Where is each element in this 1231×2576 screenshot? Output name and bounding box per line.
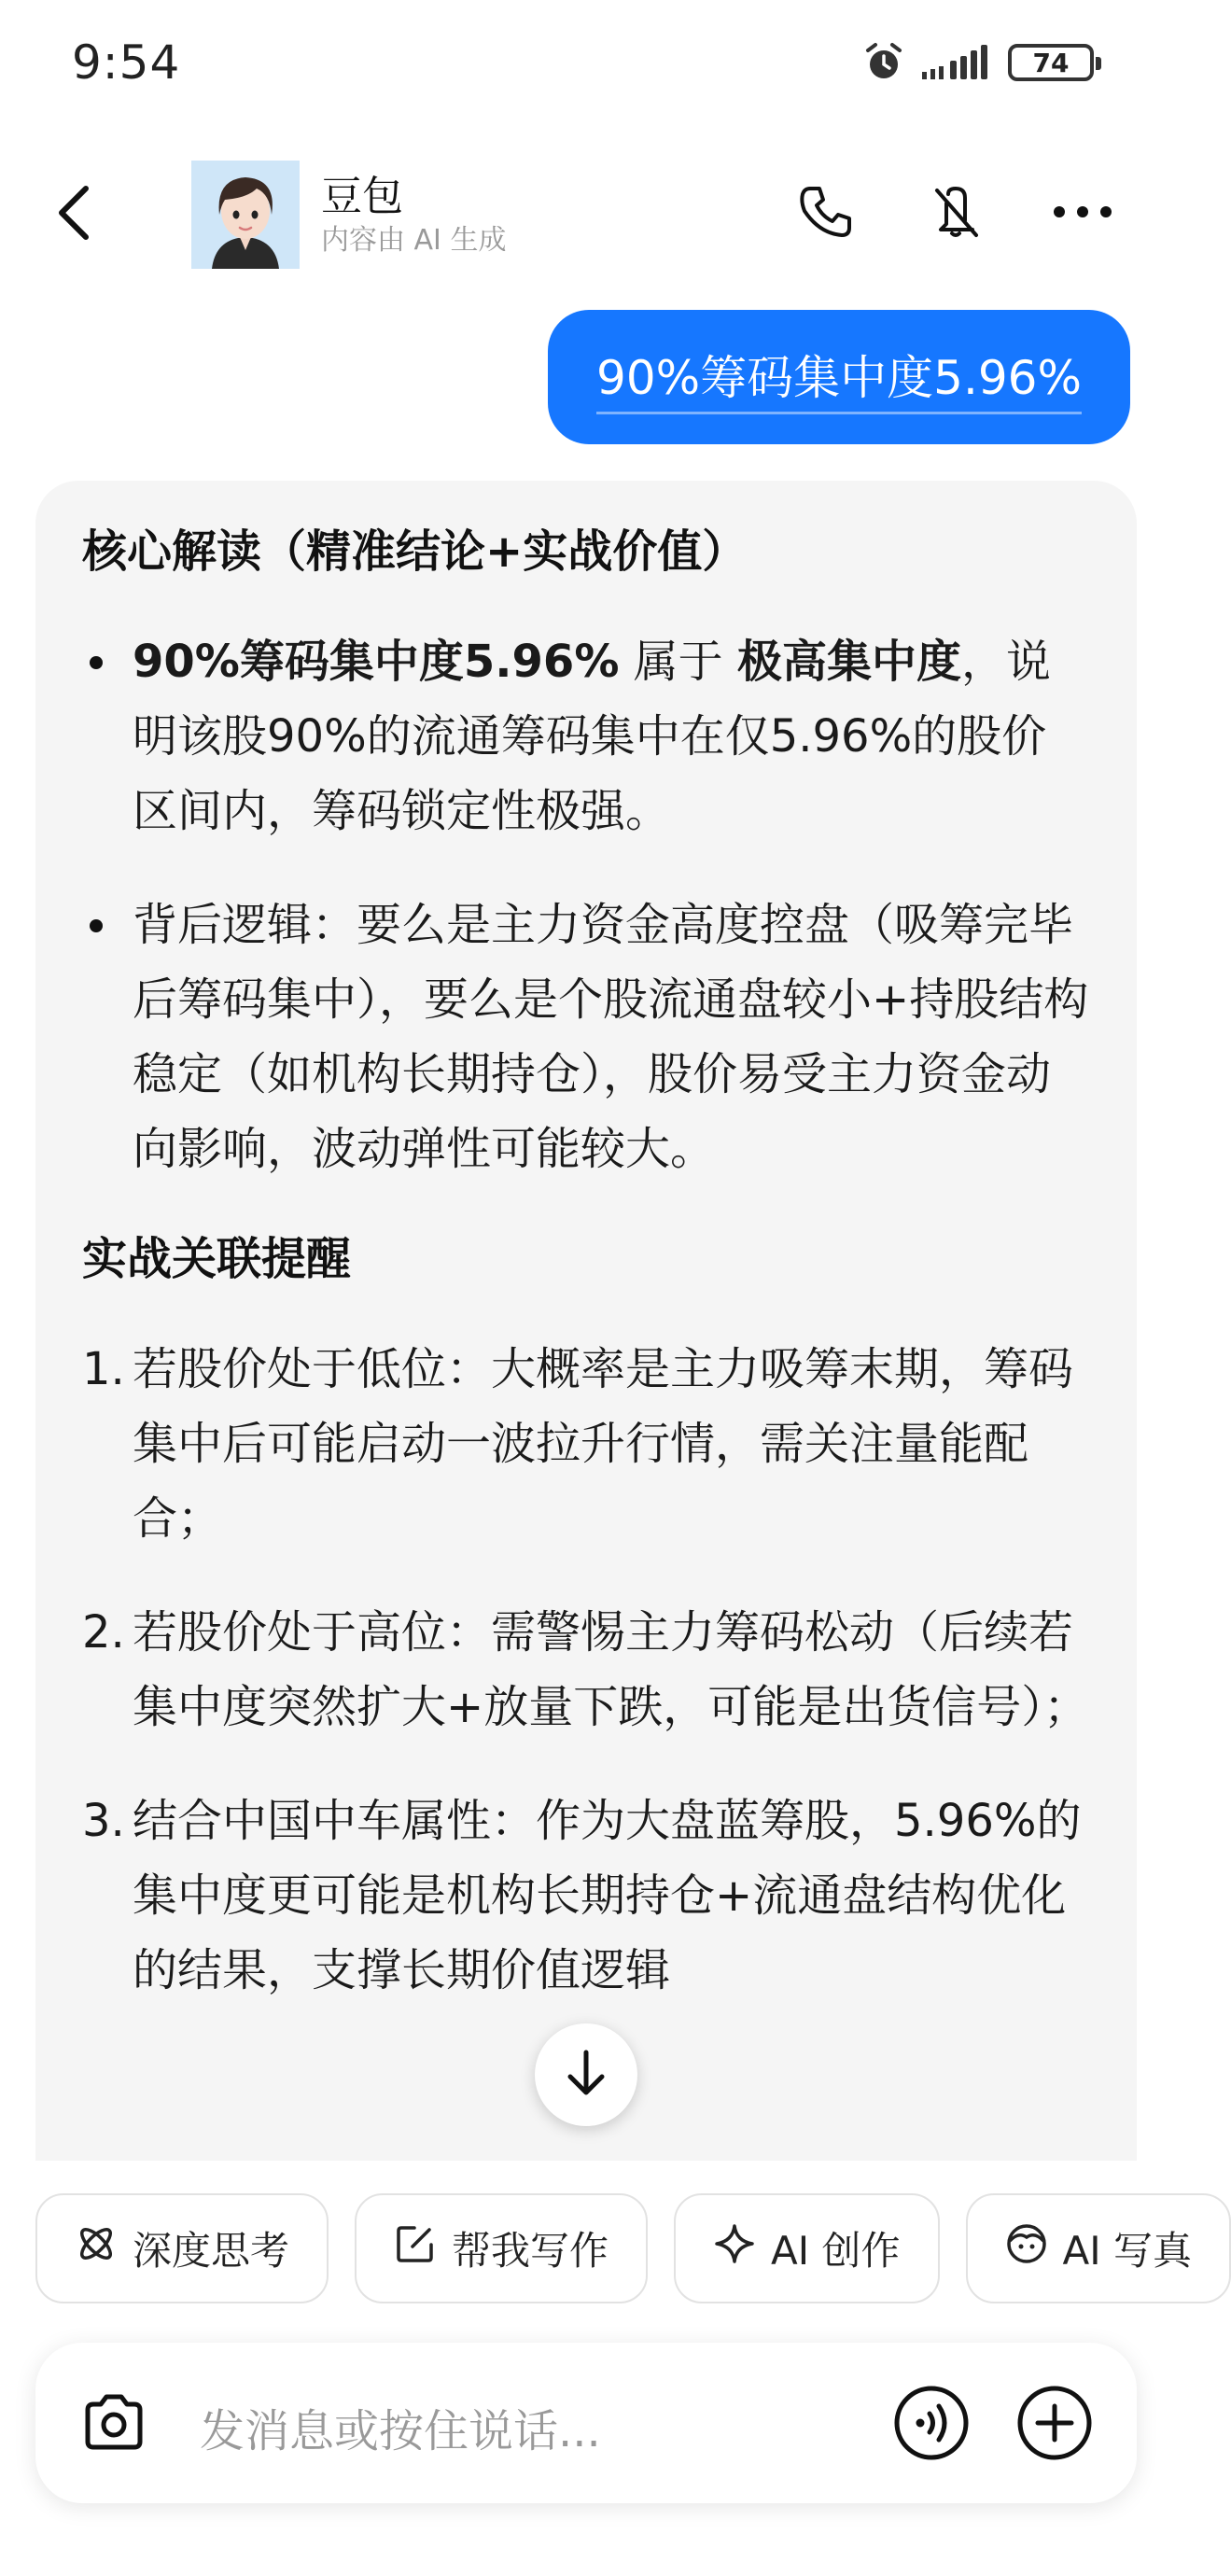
face-icon <box>1005 2222 1048 2275</box>
voice-icon[interactable] <box>892 2384 971 2466</box>
item-number: 2. <box>82 1606 125 1659</box>
back-arrow-icon[interactable] <box>47 175 103 250</box>
bullet-strong: 90%筹码集中度5.96% <box>133 636 620 688</box>
item-number: 1. <box>82 1343 125 1395</box>
section-heading: 实战关联提醒 <box>82 1233 352 1285</box>
suggestion-chips <box>35 2193 1202 2303</box>
chip-ai-portrait[interactable] <box>966 2193 1231 2303</box>
chat-subtitle: 内容由 AI 生成 <box>321 224 507 257</box>
bullet-item <box>82 888 1090 1186</box>
bullet-text: 背后逻辑：要么是主力资金高度控盘（吸筹完毕后筹码集中），要么是个股流通盘较小+持股结构稳定（如机构长期持仓），股价易受主力资金动向影响，波动弹性可能较大。 <box>133 899 1089 1175</box>
item-text: 若股价处于高位：需警惕主力筹码松动（后续若集中度突然扩大+放量下跌，可能是出货信号）； <box>133 1606 1089 1733</box>
user-message-text: 90%筹码集中度5.96% <box>596 341 1082 414</box>
bullet-mid: 属于 <box>619 636 737 688</box>
alarm-icon <box>862 41 905 84</box>
bullet-strong-2: 极高集中度 <box>736 636 961 688</box>
chip-help-write[interactable] <box>355 2193 648 2303</box>
avatar[interactable] <box>191 161 300 269</box>
chip-ai-create[interactable] <box>674 2193 939 2303</box>
chip-label: AI 创作 <box>771 2228 901 2274</box>
battery-icon: 74 <box>1008 44 1094 81</box>
status-bar <box>0 0 1172 131</box>
atom-icon <box>75 2222 118 2275</box>
message-input-bar[interactable] <box>35 2343 1137 2503</box>
signal-icon <box>922 44 991 81</box>
numbered-item <box>82 1784 1090 2008</box>
ai-response-card <box>35 481 1137 2161</box>
chip-deep-thinking[interactable] <box>35 2193 329 2303</box>
item-text: 结合中国中车属性：作为大盘蓝筹股，5.96%的集中度更可能是机构长期持仓+流通盘结构优化的结果，支撑长期价值逻辑 <box>133 1795 1082 1996</box>
edit-icon <box>394 2222 437 2275</box>
chip-label: 帮我写作 <box>452 2228 609 2274</box>
item-number: 3. <box>82 1795 125 1847</box>
message-input[interactable]: 发消息或按住说话... <box>200 2405 601 2457</box>
status-time: 9:54 <box>72 35 181 90</box>
sparkle-icon <box>713 2222 756 2275</box>
chat-title: 豆包 <box>321 173 403 220</box>
bullet-text: ，说明该股90%的流通筹码集中在仅5.96%的股价区间内，筹码锁定性极强。 <box>133 636 1051 837</box>
user-message-bubble[interactable] <box>548 310 1130 444</box>
camera-icon[interactable] <box>78 2387 149 2462</box>
scroll-to-bottom-button[interactable] <box>535 2023 637 2126</box>
item-text: 若股价处于低位：大概率是主力吸筹末期，筹码集中后可能启动一波拉升行情，需关注量能配合； <box>133 1343 1074 1545</box>
more-icon[interactable] <box>1050 179 1115 245</box>
chat-header <box>0 149 1172 271</box>
status-icons <box>862 41 1094 84</box>
chip-label: AI 写真 <box>1062 2228 1192 2274</box>
arrow-down-icon <box>563 2047 609 2103</box>
plus-icon[interactable] <box>1015 2384 1094 2466</box>
section-heading: 核心解读（精准结论+实战价值） <box>82 525 748 578</box>
speaker-muted-icon[interactable] <box>924 179 989 245</box>
phone-icon[interactable] <box>793 179 859 245</box>
chip-label: 深度思考 <box>133 2228 290 2274</box>
numbered-item <box>82 1332 1090 1556</box>
numbered-item <box>82 1595 1090 1744</box>
bullet-item <box>82 624 1090 848</box>
